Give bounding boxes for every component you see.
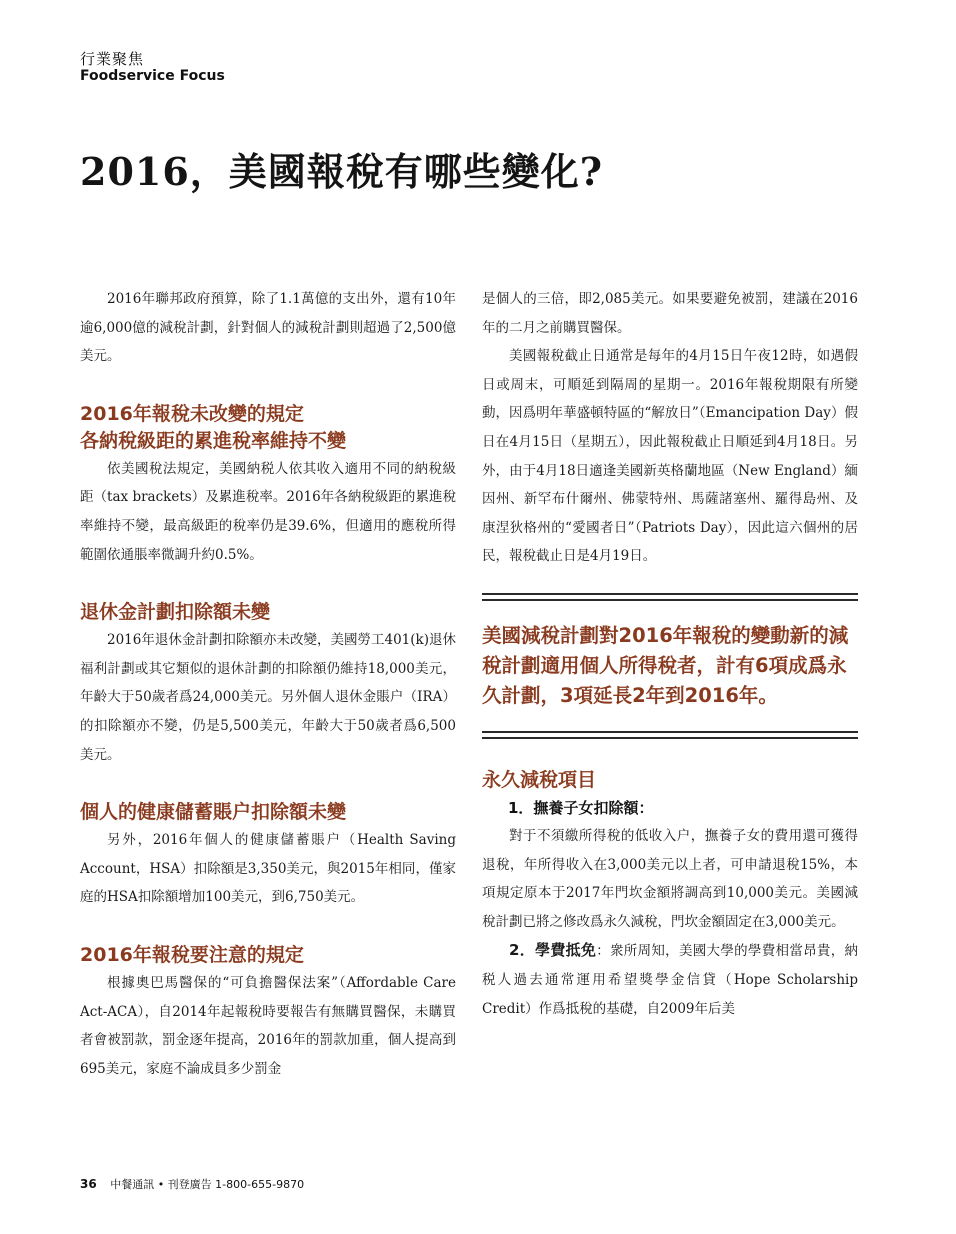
item-2-paragraph bbox=[482, 936, 858, 1023]
item-2-lead: 2．學費抵免 bbox=[509, 941, 597, 960]
aca-continued-paragraph: 是個人的三倍，即2,085美元。如果要避免被罰，建議在2016年的二月之前購買醫保。 bbox=[482, 291, 858, 336]
callout-bottom-rule bbox=[482, 731, 858, 739]
right-column bbox=[482, 285, 858, 1023]
brackets-paragraph: 依美國稅法規定，美國納税人依其收入適用不同的納稅級距（tax brackets）及累進稅率。2016年各納稅級距的累進稅率維持不變，最高級距的稅率仍是39.6%，但適用的應稅所得範圍依通脹率微調升約0.5%。 bbox=[80, 460, 456, 563]
page-footer bbox=[80, 1176, 304, 1192]
section-heading-brackets: 各納稅級距的累進稅率維持不變 bbox=[80, 429, 347, 452]
callout-top-rule bbox=[482, 593, 858, 601]
article-title: 2016，美國報稅有哪些變化? bbox=[80, 149, 604, 194]
section-heading-retirement: 退休金計劃扣除額未變 bbox=[80, 601, 271, 624]
section-heading-hsa: 個人的健康儲蓄賬户扣除額未變 bbox=[80, 801, 347, 824]
hsa-paragraph: 另外，2016年個人的健康儲蓄賬户（Health Saving Account，HSA）扣除額是3,350美元，與2015年相同，僅家庭的HSA扣除額增加100美元，到6,750美元。 bbox=[80, 832, 456, 906]
section-label-zh: 行業聚焦 bbox=[80, 50, 145, 68]
footer-text: 中餐通訊 • 刊登廣告 1-800-655-9870 bbox=[110, 1178, 305, 1191]
section-heading-unchanged: 2016年報稅未改變的規定 bbox=[80, 402, 304, 425]
section-heading-new-rules: 2016年報稅要注意的規定 bbox=[80, 943, 304, 966]
page-number: 36 bbox=[80, 1177, 97, 1191]
item-1-paragraph: 對于不須繳所得稅的低收入户，撫養子女的費用還可獲得退稅，年所得收入在3,000美元以上者，可申請退稅15%，本項規定原本于2017年門坎金額將調高到10,000美元。美國減稅計劃已將之修改爲永久減稅，門坎金額固定在3,000美元。 bbox=[482, 827, 858, 930]
item-2-body: ：衆所周知，美國大學的學費相當昂貴，納税人過去通常運用希望獎學金信貸（Hope Scholarship Credit）作爲抵稅的基礎，自2009年后美 bbox=[482, 943, 858, 1017]
callout-text: 美國減稅計劃對2016年報稅的變動新的減稅計劃適用個人所得稅者，計有6項成爲永久計劃，3項延長2年到2016年。 bbox=[482, 623, 849, 707]
left-column bbox=[80, 285, 456, 1083]
item-1-heading: 1．撫養子女扣除額： bbox=[508, 798, 654, 817]
aca-paragraph: 根據奧巴馬醫保的“可負擔醫保法案”（Affordable Care Act-ACA），自2014年起報稅時要報告有無購買醫保，未購買者會被罰款，罰金逐年提高，2016年的罰款加重，個人提高到695美元，家庭不論成員多少罰金 bbox=[80, 974, 456, 1077]
deadline-paragraph: 美國報稅截止日通常是每年的4月15日午夜12時，如遇假日或周末，可順延到隔周的星期一。2016年報稅期限有所變動，因爲明年華盛頓特區的“解放日”（Emancipation Day）假日在4月15日（星期五），因此報稅截止日順延到4月18日。另外，由于4月18日適逢美國新英格蘭地區（New England）緬因州、新罕布什爾州、佛蒙特州、馬薩諸塞州、羅得島州、及康涅狄格州的“愛國者日”（Patriots Day），因此這六個州的居民，報稅截止日是4月19日。 bbox=[482, 348, 858, 565]
retirement-paragraph: 2016年退休金計劃扣除額亦未改變，美國勞工401(k)退休福利計劃或其它類似的退休計劃的扣除額仍維持18,000美元，年齡大于50歲者爲24,000美元。另外個人退休金賬户（IRA）的扣除額亦不變，仍是5,500美元，年齡大于50歲者爲6,500美元。 bbox=[80, 632, 456, 763]
section-label-en: Foodservice Focus bbox=[80, 68, 225, 84]
section-heading-permanent: 永久減稅項目 bbox=[482, 768, 597, 791]
intro-paragraph: 2016年聯邦政府預算，除了1.1萬億的支出外，還有10年逾6,000億的減稅計劃，針對個人的減稅計劃則超過了2,500億美元。 bbox=[80, 291, 456, 365]
